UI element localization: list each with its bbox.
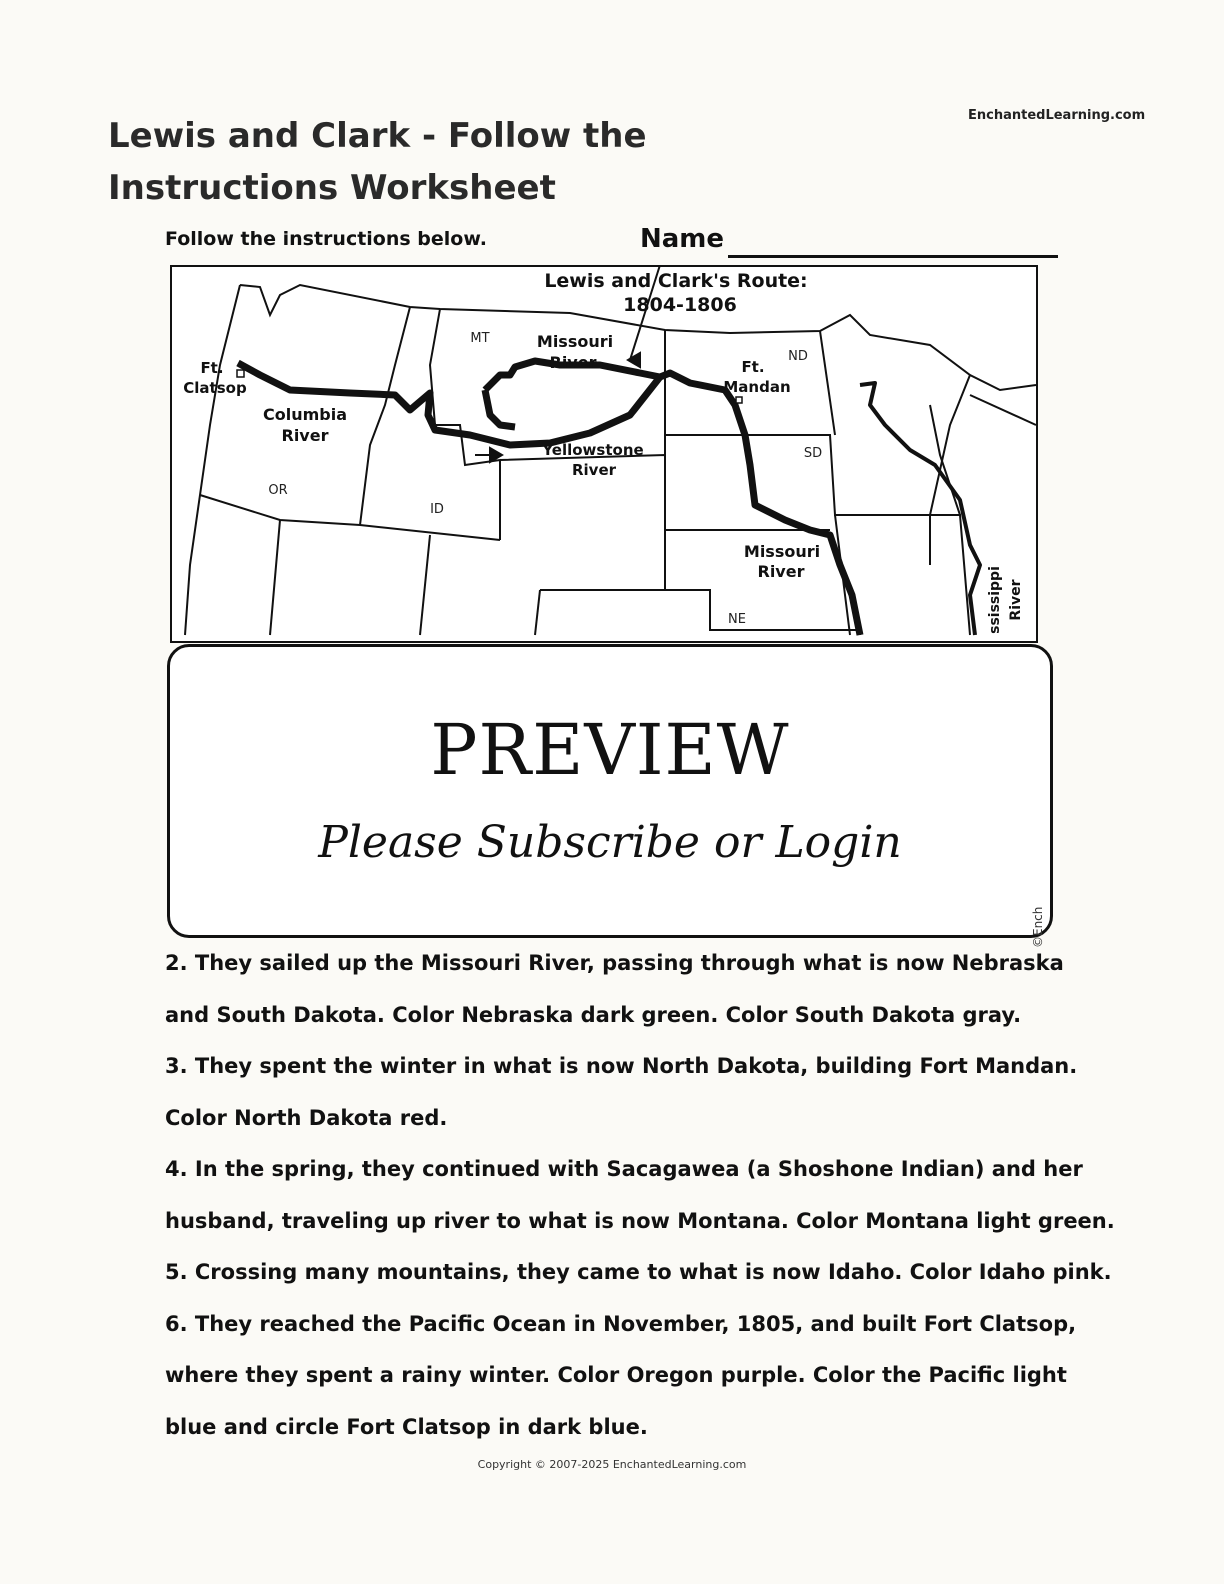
label-or: OR <box>268 483 288 498</box>
step-line: 6. They reached the Pacific Ocean in November, 1805, and built Fort Clatsop, <box>165 1311 1077 1336</box>
label-missouri-top-2: River <box>549 353 597 372</box>
worksheet-instruction: Follow the instructions below. <box>165 228 487 250</box>
step-line: 4. In the spring, they continued with Sacagawea (a Shoshone Indian) and her <box>165 1157 1083 1181</box>
step-line: and South Dakota. Color Nebraska dark green. Color South Dakota gray. <box>165 1002 1022 1027</box>
label-ne: NE <box>728 612 746 627</box>
label-ft-mandan-2: Mandan <box>723 378 791 396</box>
label-ft-clatsop-1: Ft. <box>200 359 224 377</box>
route-map <box>170 265 1048 645</box>
side-credit: ©Ench <box>1031 906 1045 948</box>
label-ft-mandan-1: Ft. <box>741 358 765 376</box>
label-missouri-top-1: Missouri <box>536 332 614 351</box>
step-line: husband, traveling up river to what is now Montana. Color Montana light green. <box>165 1208 1115 1233</box>
step-line: 2. They sailed up the Missouri River, passing through what is now Nebraska <box>165 951 1064 975</box>
label-columbia-2: River <box>281 426 329 445</box>
label-missouri-bottom-2: River <box>757 562 805 581</box>
instruction-steps <box>165 938 1115 1453</box>
step-line: blue and circle Fort Clatsop in dark blue. <box>165 1414 648 1439</box>
label-mississippi-1: ssissippi <box>987 566 1003 634</box>
label-missouri-bottom-1: Missouri <box>743 542 821 561</box>
step-line: where they spent a rainy winter. Color Oregon purple. Color the Pacific light <box>165 1363 1067 1387</box>
subscribe-login-prompt[interactable]: Please Subscribe or Login <box>318 817 902 868</box>
label-yellowstone-2: River <box>571 461 617 479</box>
preview-title: PREVIEW <box>430 709 790 791</box>
label-nd: ND <box>788 349 808 364</box>
name-label: Name <box>640 224 725 254</box>
label-columbia-1: Columbia <box>262 405 348 424</box>
label-id: ID <box>430 502 444 517</box>
label-mississippi-2: River <box>1008 579 1024 621</box>
label-sd: SD <box>803 446 823 461</box>
copyright-footer: Copyright © 2007-2025 EnchantedLearning.com <box>477 1458 747 1471</box>
step-line: 3. They spent the winter in what is now North Dakota, building Fort Mandan. <box>165 1054 1078 1078</box>
step-line: 5. Crossing many mountains, they came to what is now Idaho. Color Idaho pink. <box>165 1260 1112 1284</box>
name-blank-line <box>728 255 1058 258</box>
preview-overlay[interactable] <box>167 644 1053 938</box>
site-brand: EnchantedLearning.com <box>968 108 1146 123</box>
label-ft-clatsop-2: Clatsop <box>183 379 247 397</box>
step-line: Color North Dakota red. <box>165 1105 448 1130</box>
map-title-line1: Lewis and Clark's Route: <box>544 270 808 292</box>
page-title: Lewis and Clark - Follow the Instructions Worksheet <box>108 116 647 208</box>
label-yellowstone-1: Yellowstone <box>542 441 644 459</box>
map-title-line2: 1804-1806 <box>623 294 737 316</box>
label-mt: MT <box>470 331 490 346</box>
